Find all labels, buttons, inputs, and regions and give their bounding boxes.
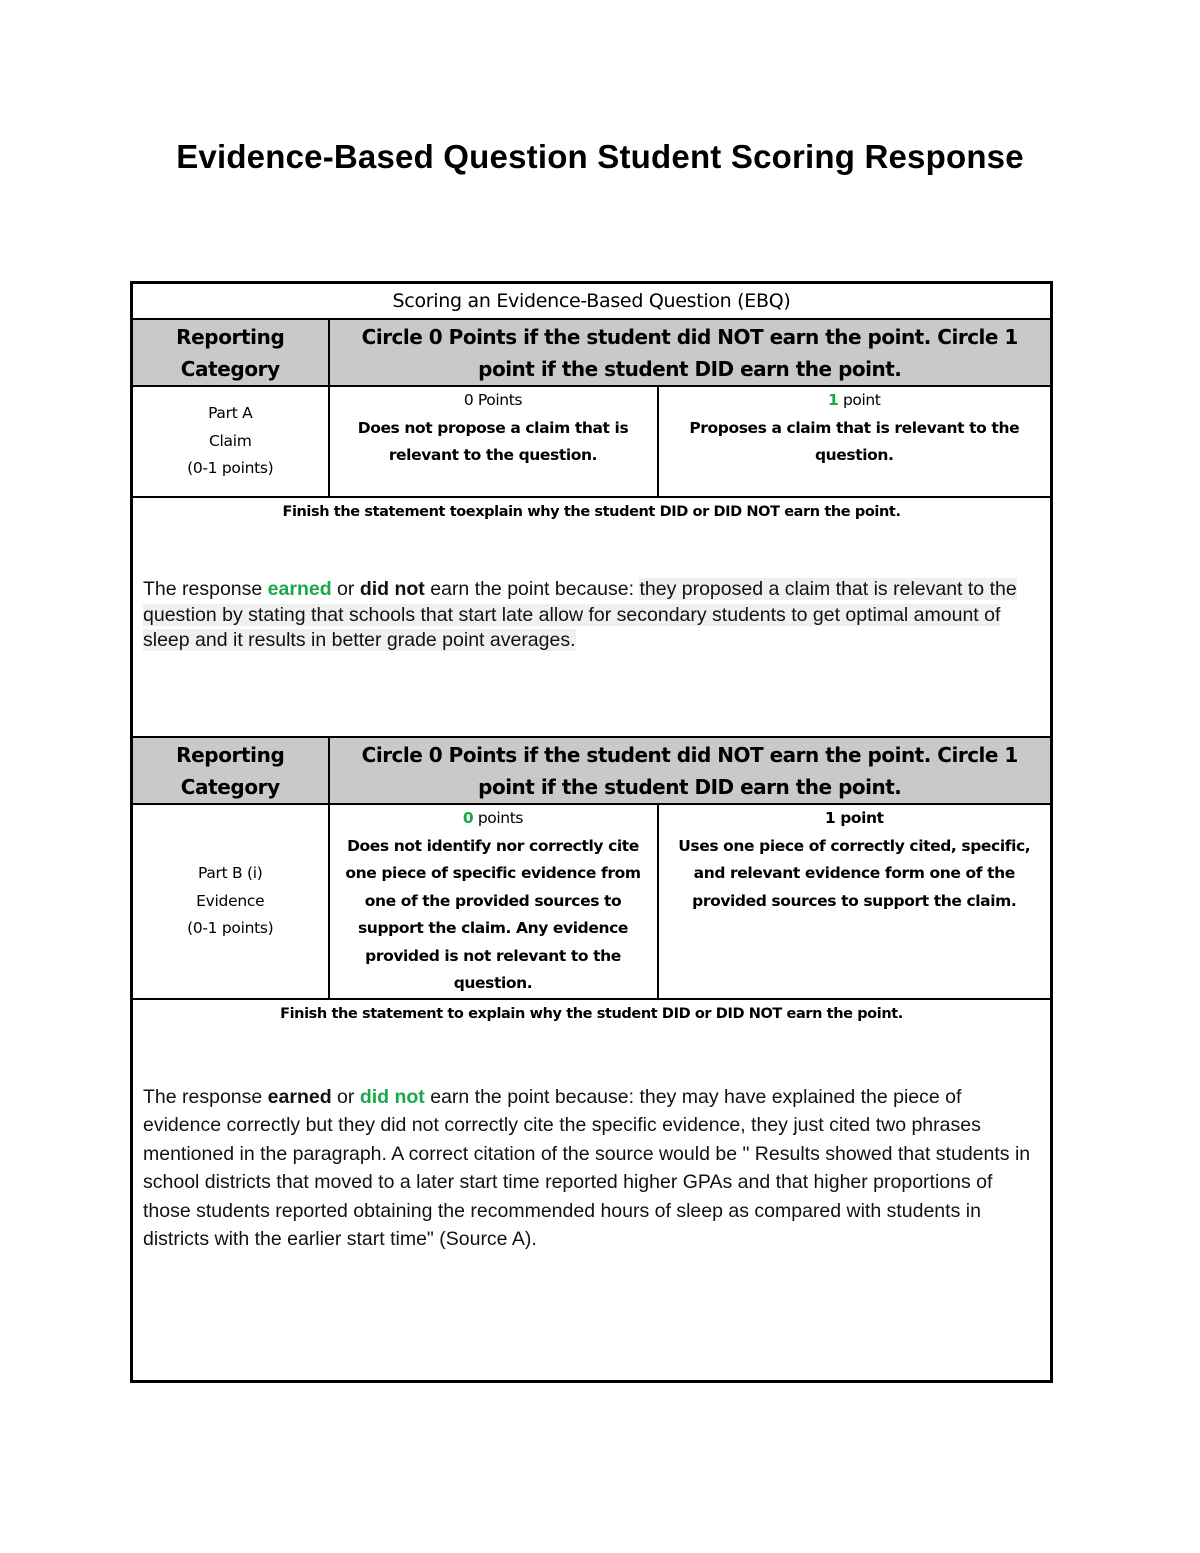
part-a-resp-because: earn the point because:: [430, 578, 635, 600]
part-b-one-point-cell[interactable]: [658, 804, 1052, 999]
part-a-zero-word: Points: [477, 391, 523, 409]
part-b-response[interactable]: [133, 1083, 1050, 1254]
part-b-resp-intro: The response: [143, 1085, 263, 1108]
part-a-name: Claim: [208, 431, 252, 450]
part-b-zero-points-cell[interactable]: [329, 804, 658, 999]
page-title: Evidence-Based Question Student Scoring Response: [176, 138, 1024, 175]
category-line1-b: Reporting: [176, 742, 285, 767]
part-a-resp-or: or: [337, 578, 355, 600]
category-line2-b: Category: [180, 774, 280, 799]
part-b-zero-description: Does not identify nor correctly cite one piece of specific evidence from one of the provided sources to support the claim. Any evidence provided is not relevant to the question.: [345, 836, 641, 992]
part-a-one-word: point: [842, 391, 881, 409]
circle-instruction-header-b: Circle 0 Points if the student did NOT earn the point. Circle 1 point if the student DID earn the point.: [329, 737, 1052, 804]
part-b-resp-earned: earned: [267, 1085, 332, 1108]
part-a-range: (0-1 points): [187, 459, 274, 478]
part-a-zero-points-label: [340, 387, 647, 415]
part-a-response[interactable]: [133, 577, 1050, 654]
part-a-zero-description: Does not propose a claim that is relevant to the question.: [357, 418, 629, 464]
part-a-explanation-cell: [132, 497, 1052, 737]
part-a-zero-points-cell[interactable]: [329, 386, 658, 497]
part-b-explanation-cell: [132, 999, 1052, 1382]
part-b-one-description: Uses one piece of correctly cited, specific, and relevant evidence form one of the provided sources to support the claim.: [678, 836, 1031, 910]
part-b-resp-or: or: [337, 1085, 355, 1108]
part-b-resp-did-not: did not: [359, 1085, 425, 1108]
ebq-scoring-table: [130, 281, 1053, 1383]
part-a-zero-num: 0: [463, 391, 474, 409]
part-a-category: [132, 386, 329, 497]
table-heading: Scoring an Evidence-Based Question (EBQ): [132, 283, 1052, 320]
part-a-one-point-cell[interactable]: [658, 386, 1052, 497]
part-b-name: Evidence: [196, 891, 265, 910]
part-b-category: [132, 804, 329, 999]
category-line2: Category: [180, 356, 280, 381]
part-a-prompt: Finish the statement toexplain why the student DID or DID NOT earn the point.: [282, 504, 901, 520]
part-b-label: Part B (i): [198, 864, 263, 882]
part-a-one-num: 1: [828, 391, 839, 409]
part-b-zero-word: points: [477, 809, 524, 827]
part-b-resp-because: earn the point because:: [430, 1085, 635, 1108]
part-a-resp-text: they proposed a claim that is relevant to the question by stating that schools that start late allow for secondary students to get optimal amount of sleep and it results in better grade point averages.: [143, 578, 1017, 651]
circle-instruction-header: Circle 0 Points if the student did NOT earn the point. Circle 1 point if the student DID earn the point.: [329, 319, 1052, 386]
part-a-label: Part A: [208, 404, 253, 423]
part-a-resp-did-not: did not: [359, 578, 425, 600]
part-a-resp-intro: The response: [143, 578, 263, 600]
part-b-one-point-label: 1 point: [824, 809, 884, 827]
reporting-category-header: [132, 319, 329, 386]
part-b-resp-text: they may have explained the piece of evidence correctly but they did not correctly cite the specific evidence, they just cited two phrases mentioned in the paragraph. A correct citation of the source would be " Results showed that students in school districts that moved to a later start time reported higher GPAs and that higher proportions of those students reported obtaining the recommended hours of sleep as compared with students in districts with the earlier start time" (Source A).: [143, 1085, 1031, 1250]
part-a-one-description: Proposes a claim that is relevant to the question.: [689, 418, 1020, 464]
reporting-category-header-b: [132, 737, 329, 804]
category-line1: Reporting: [176, 324, 285, 349]
part-b-zero-num: 0: [462, 809, 474, 827]
part-a-resp-earned: earned: [267, 578, 332, 600]
part-b-prompt: Finish the statement to explain why the student DID or DID NOT earn the point.: [280, 1005, 903, 1022]
part-b-zero-points-label: [340, 805, 647, 833]
part-a-one-point-label: [669, 387, 1041, 415]
part-b-range: (0-1 points): [187, 919, 274, 937]
